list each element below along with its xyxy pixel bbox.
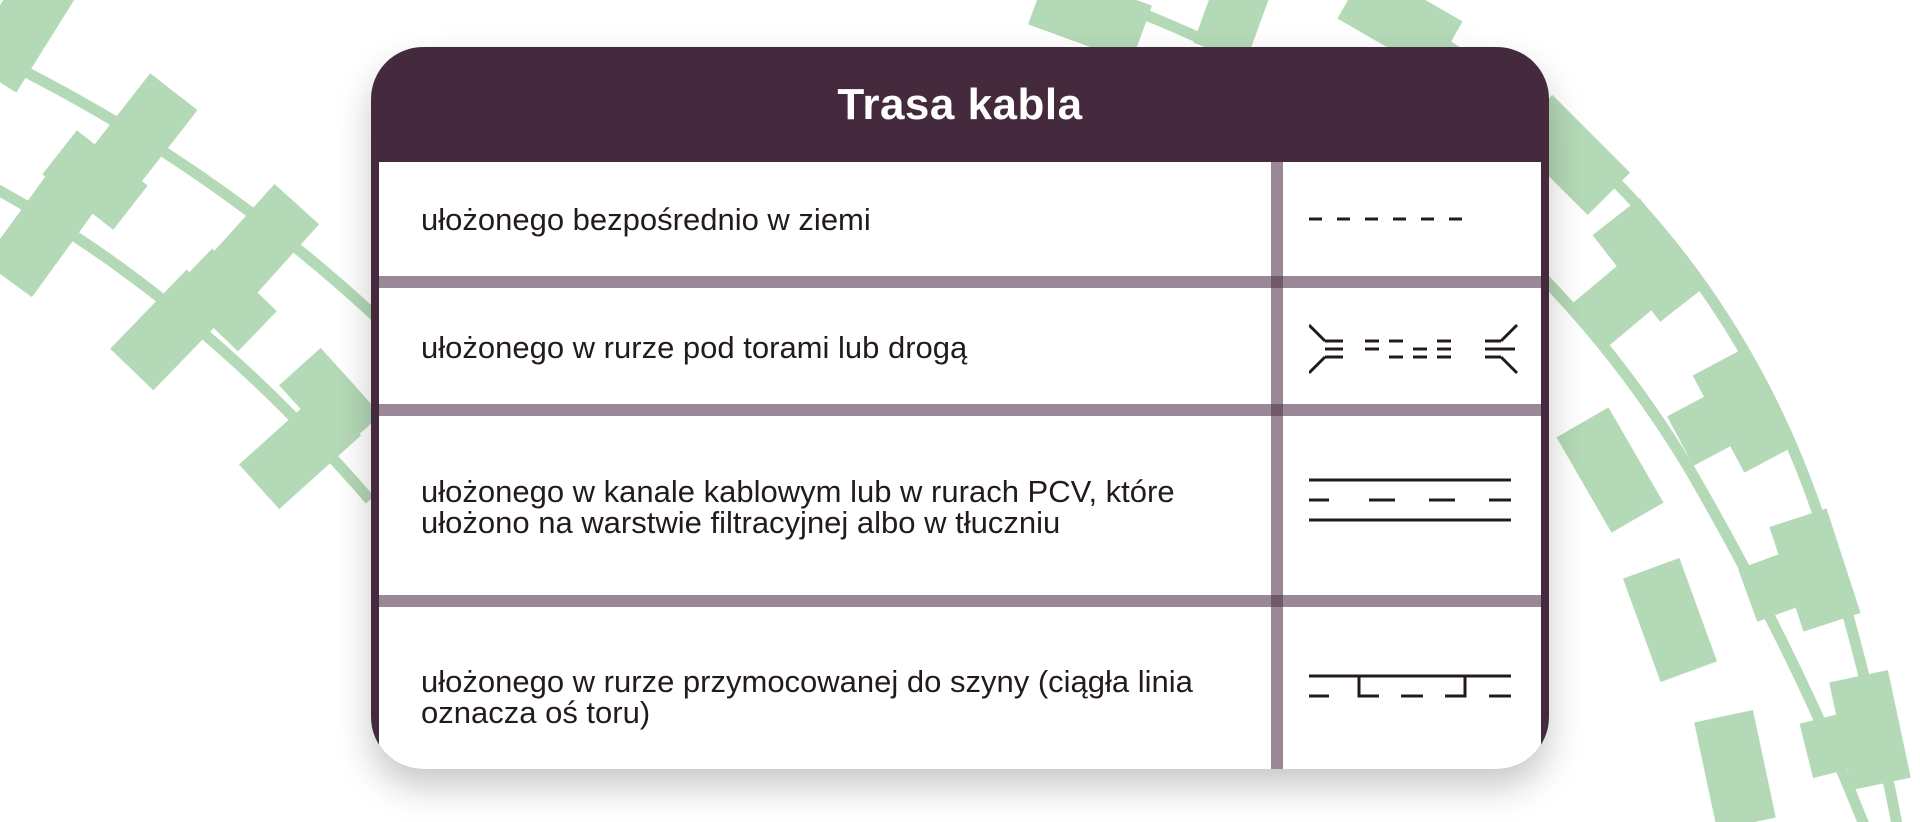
legend-table [379,162,1541,769]
row-label: ułożonego w rurze przymocowanej do szyny (ciągła linia oznacza oś toru) [421,664,1193,730]
row-divider [379,404,1541,416]
divider-junction [1271,595,1283,607]
pipe-under-track-symbol [1309,319,1519,379]
rail-mounted-pipe-symbol [1309,672,1519,702]
legend-card [371,47,1549,769]
legend-title: Trasa kabla [837,79,1083,129]
row-divider [379,276,1541,288]
divider-junction [1271,404,1283,416]
row-label: ułożonego w rurze pod torami lub drogą [421,330,968,365]
column-divider [1271,162,1283,769]
cable-channel-symbol [1309,476,1519,526]
dashed-line-symbol [1309,212,1519,226]
row-label: ułożonego w kanale kablowym lub w rurach PCV, które ułożono na warstwie filtracyjnej albo w tłuczniu [421,474,1175,540]
left-track [0,0,390,509]
divider-junction [1271,276,1283,288]
row-label: ułożonego bezpośrednio w ziemi [421,202,871,237]
row-divider [379,595,1541,607]
